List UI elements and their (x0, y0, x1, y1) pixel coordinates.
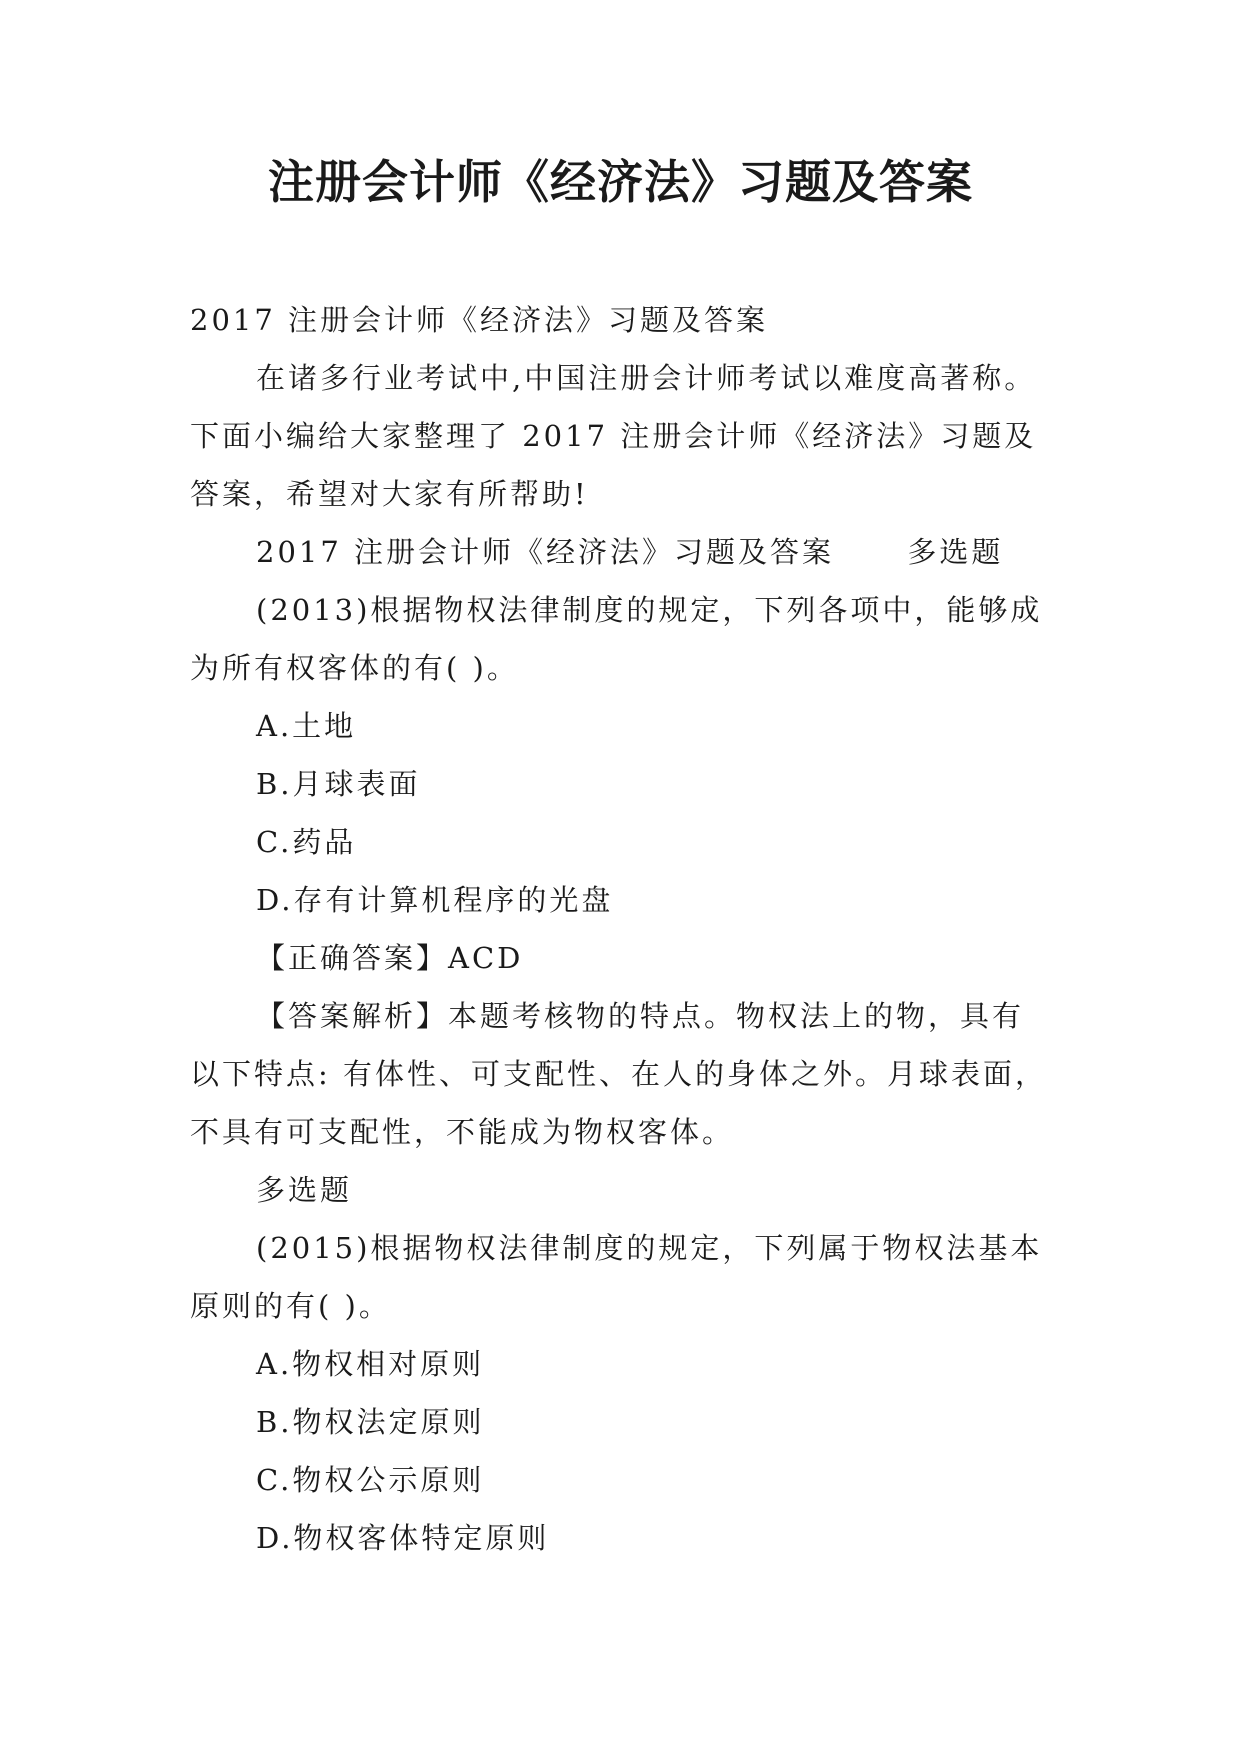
question-1-option-b: B.月球表面 (256, 767, 421, 801)
question-2-option-c: C.物权公示原则 (256, 1463, 485, 1497)
question-1-option-a: A.土地 (256, 709, 357, 743)
question-2-stem: (2015)根据物权法律制度的规定，下列属于物权法基本原则的有( )。 (190, 1231, 1043, 1323)
document-body (190, 291, 1052, 1567)
question-1-option-c: C.药品 (256, 825, 357, 859)
document-subtitle: 2017 注册会计师《经济法》习题及答案 (190, 303, 769, 337)
intro-paragraph: 在诸多行业考试中,中国注册会计师考试以难度高著称。下面小编给大家整理了 2017 注册会计师《经济法》习题及答案，希望对大家有所帮助! (190, 361, 1037, 511)
document-title: 注册会计师《经济法》习题及答案 (268, 155, 973, 209)
question-2-option-b: B.物权法定原则 (256, 1405, 485, 1439)
question-2-option-a: A.物权相对原则 (256, 1347, 485, 1381)
question-1-answer: 【正确答案】ACD (256, 941, 524, 975)
question-2-option-d: D.物权客体特定原则 (256, 1521, 550, 1555)
question-2-type-label: 多选题 (256, 1173, 353, 1207)
section-heading: 2017 注册会计师《经济法》习题及答案 多选题 (256, 535, 1004, 569)
question-1-option-d: D.存有计算机程序的光盘 (256, 883, 614, 917)
question-1-analysis: 【答案解析】本题考核物的特点。物权法上的物，具有以下特点: 有体性、可支配性、在人的身体之外。月球表面，不具有可支配性，不能成为物权客体。 (190, 999, 1047, 1149)
question-1-stem: (2013)根据物权法律制度的规定，下列各项中，能够成为所有权客体的有( )。 (190, 593, 1043, 685)
